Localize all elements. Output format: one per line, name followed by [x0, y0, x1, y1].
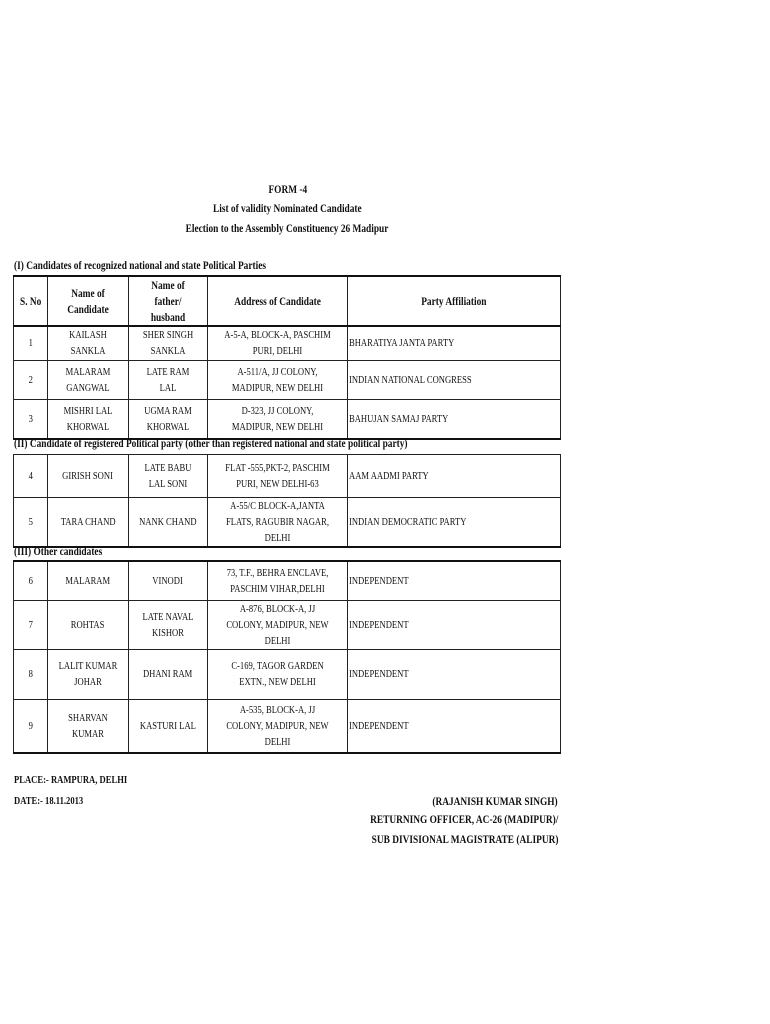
cell-father: LATE BABU LAL SONI	[129, 455, 208, 498]
cell-party: BHARATIYA JANTA PARTY	[348, 326, 561, 360]
cell-name: TARA CHAND	[48, 498, 129, 548]
officer-title: RETURNING OFFICER, AC-26 (MADIPUR)/	[369, 812, 558, 826]
section-3-title: (III) Other candidates	[14, 544, 103, 558]
cell-address: D-323, JJ COLONY, MADIPUR, NEW DELHI	[208, 399, 348, 439]
cell-father: DHANI RAM	[129, 649, 208, 699]
cell-party: INDEPENDENT	[348, 600, 561, 649]
header-sno: S. No	[14, 276, 48, 326]
table-row	[14, 455, 561, 498]
cell-sno: 6	[14, 561, 48, 600]
cell-party: INDEPENDENT	[348, 699, 561, 753]
candidates-table-1	[13, 275, 561, 440]
cell-party: INDEPENDENT	[348, 649, 561, 699]
table-header-row	[14, 276, 561, 326]
cell-address: A-876, BLOCK-A, JJ COLONY, MADIPUR, NEW DELHI	[208, 600, 348, 649]
form-number: FORM -4	[268, 182, 307, 196]
cell-sno: 1	[14, 326, 48, 360]
election-title: Election to the Assembly Constituency 26 Madipur	[186, 221, 389, 235]
cell-father: NANK CHAND	[129, 498, 208, 548]
cell-name: SHARVAN KUMAR	[48, 699, 129, 753]
table-row	[14, 561, 561, 600]
table-row	[14, 600, 561, 649]
table-row	[14, 498, 561, 548]
cell-name: LALIT KUMAR JOHAR	[48, 649, 129, 699]
table-row	[14, 360, 561, 399]
candidates-table-3	[13, 560, 561, 754]
cell-sno: 4	[14, 455, 48, 498]
cell-father: LATE RAM LAL	[129, 360, 208, 399]
section-2-title: (II) Candidate of registered Political party (other than registered national and state political party)	[14, 436, 408, 450]
cell-address: C-169, TAGOR GARDEN EXTN., NEW DELHI	[208, 649, 348, 699]
cell-father: KASTURI LAL	[129, 699, 208, 753]
header-name: Name of Candidate	[48, 276, 129, 326]
cell-name: MALARAM GANGWAL	[48, 360, 129, 399]
header-party: Party Affiliation	[348, 276, 561, 326]
cell-address: FLAT -555,PKT-2, PASCHIM PURI, NEW DELHI-63	[208, 455, 348, 498]
cell-party: AAM AADMI PARTY	[348, 455, 561, 498]
cell-sno: 3	[14, 399, 48, 439]
cell-name: GIRISH SONI	[48, 455, 129, 498]
cell-sno: 7	[14, 600, 48, 649]
cell-sno: 9	[14, 699, 48, 753]
header-father: Name of father/ husband	[129, 276, 208, 326]
cell-sno: 2	[14, 360, 48, 399]
cell-sno: 8	[14, 649, 48, 699]
list-title: List of validity Nominated Candidate	[213, 201, 362, 215]
cell-party: INDIAN NATIONAL CONGRESS	[348, 360, 561, 399]
cell-address: A-55/C BLOCK-A,JANTA FLATS, RAGUBIR NAGAR, DELHI	[208, 498, 348, 548]
header-address: Address of Candidate	[208, 276, 348, 326]
cell-party: BAHUJAN SAMAJ PARTY	[348, 399, 561, 439]
table-row	[14, 399, 561, 439]
cell-name: MISHRI LAL KHORWAL	[48, 399, 129, 439]
date-label: DATE:- 18.11.2013	[14, 795, 84, 807]
cell-sno: 5	[14, 498, 48, 548]
officer-name: (RAJANISH KUMAR SINGH)	[432, 794, 558, 808]
cell-father: VINODI	[129, 561, 208, 600]
section-1-title: (I) Candidates of recognized national and state Political Parties	[14, 258, 267, 272]
cell-address: A-535, BLOCK-A, JJ COLONY, MADIPUR, NEW DELHI	[208, 699, 348, 753]
cell-father: SHER SINGH SANKLA	[129, 326, 208, 360]
cell-address: A-5-A, BLOCK-A, PASCHIM PURI, DELHI	[208, 326, 348, 360]
cell-address: A-511/A, JJ COLONY, MADIPUR, NEW DELHI	[208, 360, 348, 399]
table-row	[14, 649, 561, 699]
cell-name: KAILASH SANKLA	[48, 326, 129, 360]
candidates-table-2	[13, 454, 561, 548]
table-row	[14, 699, 561, 753]
cell-father: LATE NAVAL KISHOR	[129, 600, 208, 649]
place-label: PLACE:- RAMPURA, DELHI	[14, 774, 128, 786]
cell-name: ROHTAS	[48, 600, 129, 649]
cell-party: INDEPENDENT	[348, 561, 561, 600]
cell-address: 73, T.F., BEHRA ENCLAVE, PASCHIM VIHAR,DELHI	[208, 561, 348, 600]
cell-father: UGMA RAM KHORWAL	[129, 399, 208, 439]
officer-title-2: SUB DIVISIONAL MAGISTRATE (ALIPUR)	[371, 832, 558, 846]
table-row	[14, 326, 561, 360]
cell-party: INDIAN DEMOCRATIC PARTY	[348, 498, 561, 548]
cell-name: MALARAM	[48, 561, 129, 600]
